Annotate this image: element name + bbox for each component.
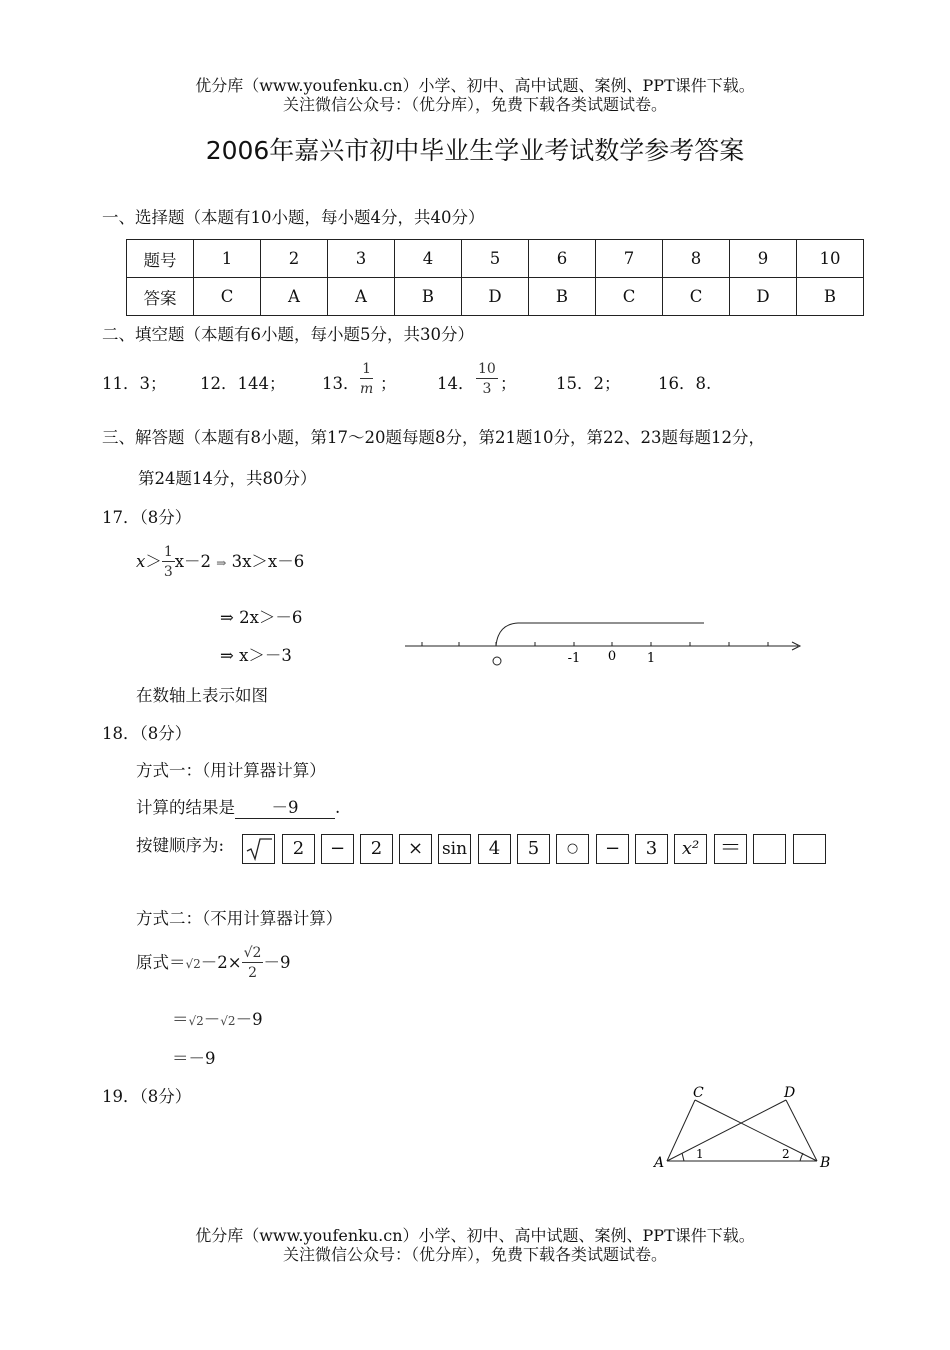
- line2-d: －9: [235, 1010, 263, 1029]
- line2-prefix: ＝: [172, 1010, 189, 1029]
- angle-1-arc: [682, 1153, 684, 1161]
- step1-rest: x－2: [174, 552, 212, 571]
- q17-step1: [136, 543, 304, 582]
- sqrt2: √2: [185, 957, 201, 971]
- section1-heading: 一、选择题（本题有10小题，每小题4分，共40分）: [102, 208, 485, 227]
- table-cell: C: [596, 278, 663, 316]
- table-cell: A: [328, 278, 395, 316]
- page-title: 2006年嘉兴市初中毕业生学业考试数学参考答案: [205, 136, 745, 165]
- fraction-numerator: √2: [243, 945, 262, 961]
- q18-line2: [172, 1006, 263, 1030]
- key-sqrt: [242, 834, 275, 864]
- fraction-denominator: 3: [482, 381, 492, 397]
- point-B: B: [820, 1155, 831, 1171]
- table-cell: 5: [462, 240, 529, 278]
- q17-label: 17．（8分）: [102, 508, 192, 527]
- result-end: .: [335, 798, 341, 817]
- tick-label-neg1: -1: [567, 651, 581, 666]
- table-cell: D: [462, 278, 529, 316]
- gt-sign: ＞: [145, 552, 162, 571]
- table-cell: B: [529, 278, 596, 316]
- point-D: D: [784, 1085, 796, 1101]
- sqrt2: √2: [188, 1014, 204, 1028]
- table-cell: 10: [797, 240, 864, 278]
- key-minus: −: [596, 834, 629, 864]
- line1-c: －9: [263, 953, 291, 972]
- line1-b: －2×: [200, 953, 242, 972]
- table-cell: A: [261, 278, 328, 316]
- key-5: 5: [517, 834, 550, 864]
- key-equals: ＝: [714, 834, 747, 864]
- key-4: 4: [478, 834, 511, 864]
- key-2: 2: [360, 834, 393, 864]
- table-cell: 8: [663, 240, 730, 278]
- tick-label-0: 0: [607, 649, 617, 664]
- fraction-numerator: 1: [362, 361, 372, 377]
- key-2: 2: [282, 834, 315, 864]
- answer-14-end: ；: [500, 374, 517, 393]
- table-cell: B: [395, 278, 462, 316]
- key-3: 3: [635, 834, 668, 864]
- table-cell: 9: [730, 240, 797, 278]
- key-minus: −: [321, 834, 354, 864]
- line2-b: －: [203, 1010, 221, 1029]
- triangle-figure: [648, 1080, 838, 1175]
- answer-12: 12．144；: [200, 374, 286, 393]
- q18-label: 18．（8分）: [102, 724, 192, 743]
- table-cell: C: [194, 278, 261, 316]
- fraction-numerator: 1: [163, 544, 173, 560]
- point-A: A: [654, 1155, 665, 1171]
- keys-label: 按键顺序为:: [136, 836, 225, 855]
- table-header-answer: 答案: [127, 278, 194, 316]
- answer-13-label: 13．: [322, 374, 360, 393]
- q17-note: 在数轴上表示如图: [136, 686, 268, 705]
- table-cell: B: [797, 278, 864, 316]
- key-sin: sin: [438, 834, 471, 864]
- open-circle-icon: [493, 657, 501, 665]
- key-times: ×: [399, 834, 432, 864]
- angle-1-label: 1: [696, 1147, 704, 1161]
- table-cell: 7: [596, 240, 663, 278]
- number-line: [400, 612, 810, 670]
- table-cell: 6: [529, 240, 596, 278]
- table-cell: 4: [395, 240, 462, 278]
- segment-BC: [695, 1100, 817, 1161]
- q18-method2: 方式二：（不用计算器计算）: [136, 909, 343, 928]
- q18-result: [136, 794, 340, 819]
- q18-line3: ＝－9: [172, 1049, 216, 1068]
- segment-BD: [786, 1100, 817, 1161]
- table-row-answers: [127, 278, 864, 316]
- answer-15: 15．2；: [556, 374, 621, 393]
- header-line-1: 优分库（www.youfenku.cn）小学、初中、高中试题、案例、PPT课件下载。: [195, 76, 755, 95]
- q18-method1: 方式一：（用计算器计算）: [136, 761, 326, 780]
- answer-table: [126, 239, 864, 316]
- answer-14-fraction: [476, 360, 498, 399]
- result-value: －9: [235, 794, 335, 819]
- answer-14-label: 14．: [437, 374, 475, 393]
- table-row-numbers: [127, 240, 864, 278]
- angle-2-arc: [800, 1153, 803, 1161]
- section2-heading: 二、填空题（本题有6小题，每小题5分，共30分）: [102, 325, 474, 344]
- section3-heading-2: 第24题14分，共80分）: [138, 469, 317, 488]
- table-cell: 1: [194, 240, 261, 278]
- answer-16: 16．8.: [658, 374, 712, 393]
- fraction-numerator: 10: [478, 361, 496, 377]
- solution-arc: [496, 623, 704, 646]
- q18-line1: [136, 944, 290, 983]
- implies-arrow: ⇒: [216, 556, 227, 570]
- line1-prefix: 原式＝: [136, 953, 186, 972]
- header-line-2: 关注微信公众号：（优分库），免费下载各类试题试卷。: [282, 95, 667, 114]
- fraction-denominator: m: [360, 381, 374, 397]
- var-x: x: [136, 552, 146, 571]
- sqrt-icon: [243, 835, 274, 863]
- footer-line-2: 关注微信公众号：（优分库），免费下载各类试题试卷。: [282, 1245, 667, 1264]
- q17-step2: ⇒ 2x＞－6: [220, 608, 303, 627]
- segment-AC: [667, 1100, 695, 1161]
- key-square: x²: [674, 834, 707, 864]
- q19-label: 19．（8分）: [102, 1087, 192, 1106]
- table-header-number: 题号: [127, 240, 194, 278]
- table-cell: 3: [328, 240, 395, 278]
- sqrt2: √2: [220, 1014, 236, 1028]
- step1-result: 3x＞x－6: [231, 552, 305, 571]
- key-degree: ○: [556, 834, 589, 864]
- segment-AD: [667, 1100, 786, 1161]
- answer-11: 11．3；: [102, 374, 167, 393]
- table-cell: C: [663, 278, 730, 316]
- fraction-denominator: 3: [163, 564, 173, 580]
- section3-heading-1: 三、解答题（本题有8小题，第17～20题每题8分，第21题10分，第22、23题每题12分，: [102, 428, 765, 447]
- tick-label-1: 1: [646, 651, 656, 666]
- fraction-denominator: 2: [248, 965, 257, 981]
- axis-ticks: [422, 642, 768, 646]
- result-prefix: 计算的结果是: [136, 798, 235, 817]
- key-empty: [753, 834, 786, 864]
- table-cell: 2: [261, 240, 328, 278]
- angle-2-label: 2: [782, 1147, 790, 1161]
- table-cell: D: [730, 278, 797, 316]
- answer-13-end: ；: [380, 374, 397, 393]
- key-empty: [793, 834, 826, 864]
- q17-step3: ⇒ x＞－3: [220, 646, 292, 665]
- answer-13-fraction: [360, 360, 373, 399]
- footer-line-1: 优分库（www.youfenku.cn）小学、初中、高中试题、案例、PPT课件下载。: [195, 1226, 755, 1245]
- point-C: C: [693, 1085, 704, 1101]
